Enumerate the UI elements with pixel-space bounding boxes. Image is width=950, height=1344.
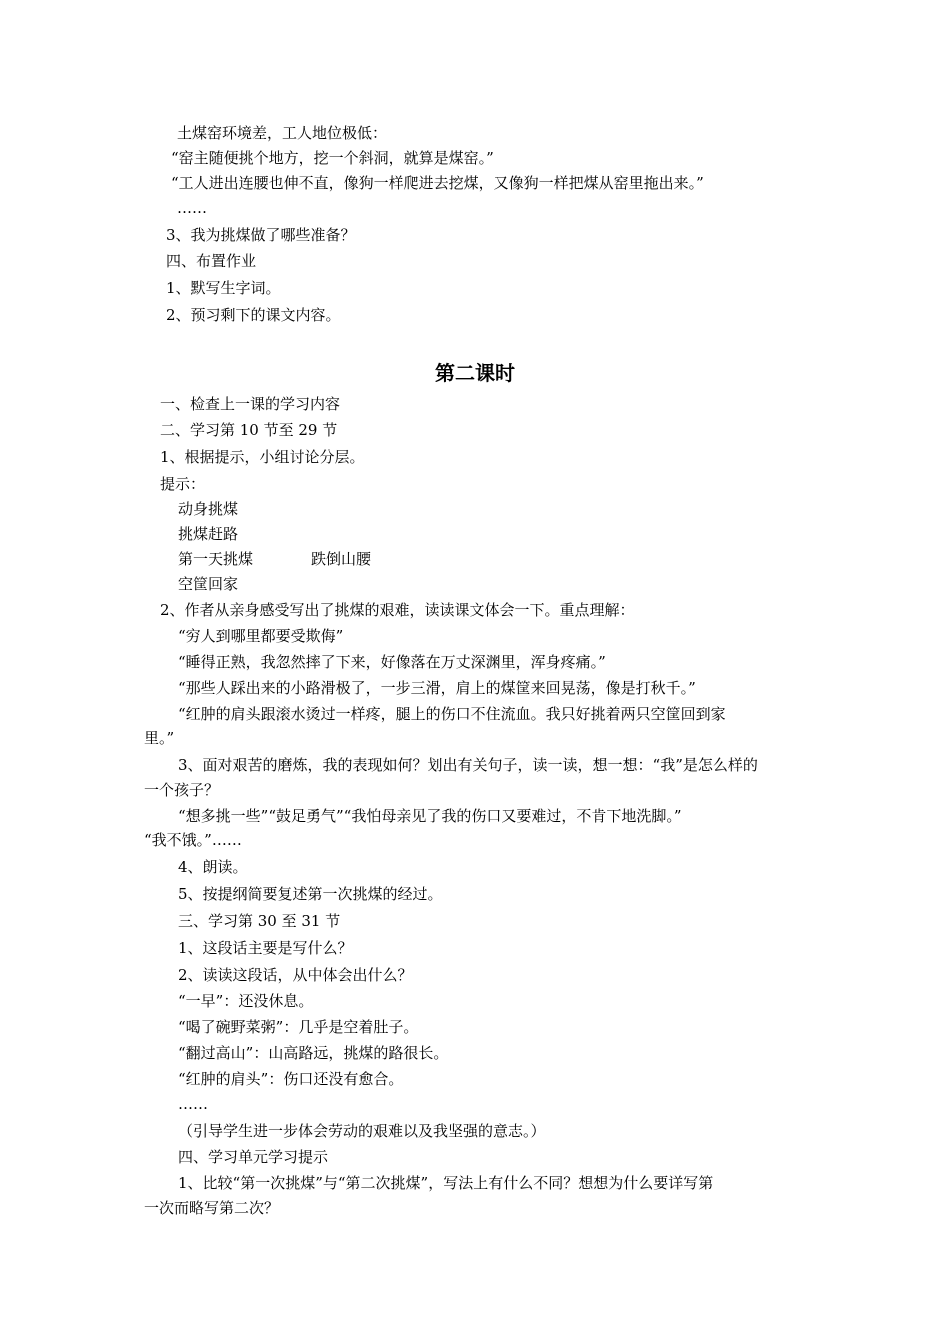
section-heading: 四、布置作业: [166, 252, 257, 270]
quote-line: “翻过高山”：山高路远，挑煤的路很长。: [178, 1044, 449, 1062]
list-item: 1、根据提示，小组讨论分层。: [160, 448, 365, 466]
list-item: 4、朗读。: [178, 858, 248, 876]
section-heading: 二、学习第 10 节至 29 节: [160, 421, 338, 439]
list-item: 1、默写生字词。: [166, 279, 281, 297]
quote-line: “睡得正熟，我忽然摔了下来，好像落在万丈深渊里，浑身疼痛。”: [178, 653, 606, 671]
question-line: 3、我为挑煤做了哪些准备？: [166, 226, 356, 244]
outline-item: 动身挑煤: [178, 500, 239, 518]
ellipsis-line: ……: [177, 199, 207, 217]
section-heading: 一、检查上一课的学习内容: [160, 395, 341, 413]
quote-line: “一早”：还没休息。: [178, 992, 314, 1010]
section-heading: 三、学习第 30 至 31 节: [178, 912, 341, 930]
list-item: 3、面对艰苦的磨炼，我的表现如何？划出有关句子，读一读，想一想：“我”是怎么样的: [178, 756, 758, 774]
section-heading: 四、学习单元学习提示: [178, 1148, 329, 1166]
outline-item: 跌倒山腰: [311, 550, 372, 568]
note-line: （引导学生进一步体会劳动的艰难以及我坚强的意志。）: [178, 1122, 546, 1140]
list-item: 2、作者从亲身感受写出了挑煤的艰难，读读课文体会一下。重点理解：: [160, 601, 635, 619]
list-item: 5、按提纲简要复述第一次挑煤的经过。: [178, 885, 443, 903]
list-item: 1、这段话主要是写什么？: [178, 939, 353, 957]
list-item: 2、预习剩下的课文内容。: [166, 306, 341, 324]
list-item-continued: 一次而略写第二次？: [144, 1199, 280, 1217]
section-title: 第二课时: [435, 361, 515, 385]
quote-line: “喝了碗野菜粥”：几乎是空着肚子。: [178, 1018, 419, 1036]
list-item: 1、比较“第一次挑煤”与“第二次挑煤”，写法上有什么不同？想想为什么要详写第: [178, 1174, 714, 1192]
quote-line: “那些人踩出来的小路滑极了，一步三滑，肩上的煤筐来回晃荡，像是打秋千。”: [178, 679, 696, 697]
quote-line: “想多挑一些”“鼓足勇气”“我怕母亲见了我的伤口又要难过，不肯下地洗脚。”: [178, 807, 682, 825]
quote-line: “工人进出连腰也伸不直，像狗一样爬进去挖煤，又像狗一样把煤从窑里拖出来。”: [171, 174, 704, 192]
text-line: 提示：: [160, 475, 206, 493]
text-line: 土煤窑环境差，工人地位极低：: [177, 124, 388, 142]
quote-line: “窑主随便挑个地方，挖一个斜洞，就算是煤窑。”: [171, 149, 494, 167]
quote-line: “红肿的肩头跟滚水烫过一样疼，腿上的伤口不住流血。我只好挑着两只空筐回到家: [178, 705, 726, 723]
list-item-continued: 一个孩子？: [144, 781, 220, 799]
quote-line-continued: “我不饿。”……: [144, 831, 242, 849]
quote-line-continued: 里。”: [144, 729, 175, 747]
list-item: 2、读读这段话，从中体会出什么？: [178, 966, 413, 984]
outline-item: 挑煤赶路: [178, 525, 239, 543]
quote-line: “红肿的肩头”：伤口还没有愈合。: [178, 1070, 404, 1088]
outline-item: 第一天挑煤: [178, 550, 254, 568]
quote-line: “穷人到哪里都要受欺侮”: [178, 627, 344, 645]
outline-item: 空筐回家: [178, 575, 239, 593]
ellipsis-line: ……: [178, 1095, 208, 1113]
